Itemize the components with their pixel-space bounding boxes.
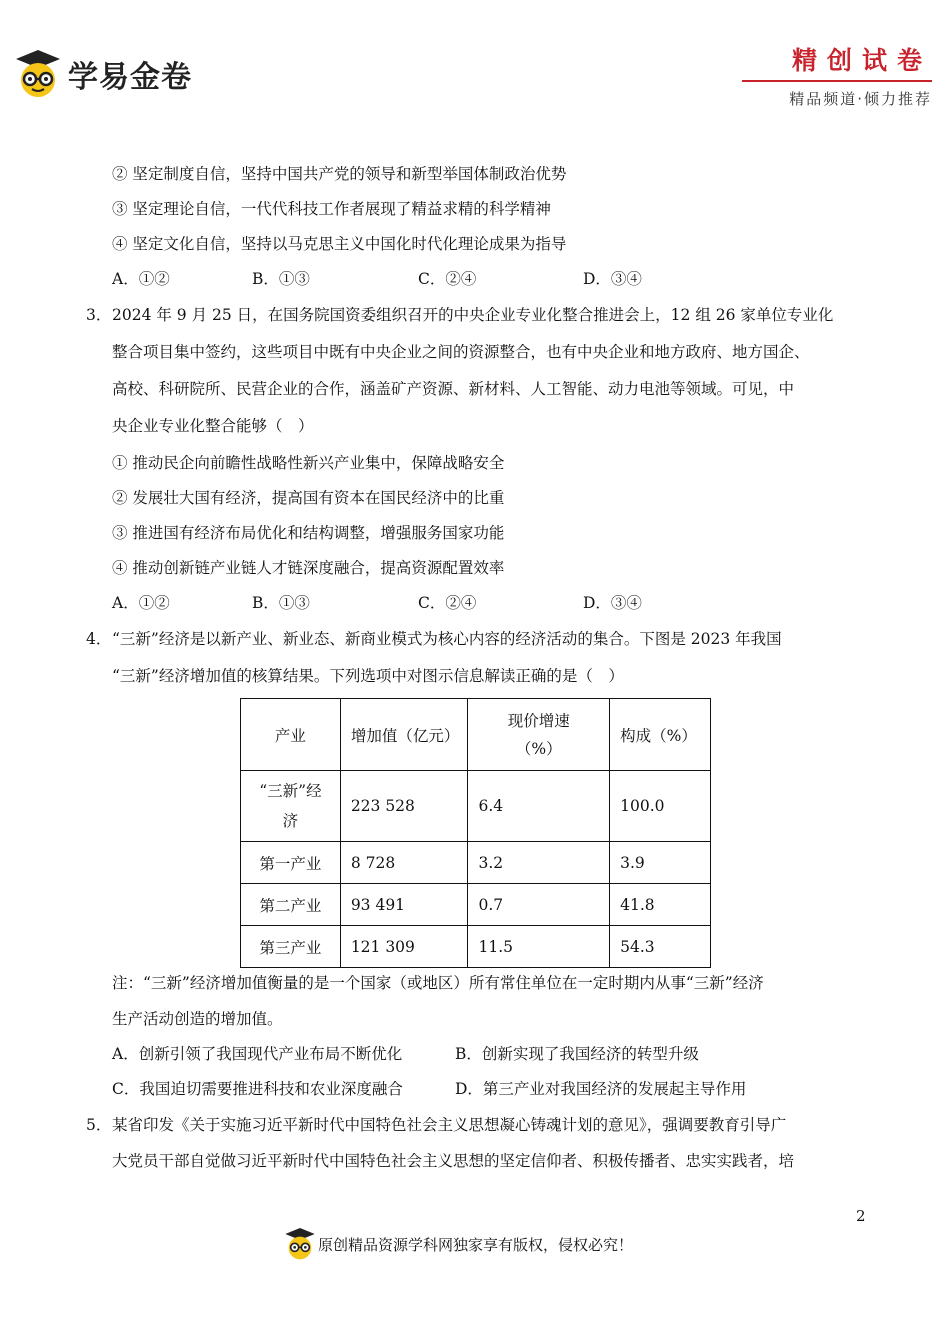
q2-option-d[interactable]: D．③④ xyxy=(583,270,642,288)
table-header-growth-unit: （%） xyxy=(515,739,562,758)
q2-item-3: ③ 坚定理论自信，一代代科技工作者展现了精益求精的科学精神 xyxy=(112,200,551,218)
table-cell-label: 第三产业 xyxy=(241,926,341,968)
table-header-cell: 构成（%） xyxy=(610,699,711,771)
q2-option-c[interactable]: C．②④ xyxy=(418,270,477,288)
table-header-cell: 产业 xyxy=(241,699,341,771)
q3-item-3: ③ 推进国有经济布局优化和结构调整，增强服务国家功能 xyxy=(112,524,505,542)
q4-option-b[interactable]: B．创新实现了我国经济的转型升级 xyxy=(455,1045,699,1063)
table-row xyxy=(241,884,711,926)
q3-option-c[interactable]: C．②④ xyxy=(418,594,477,612)
q3-number: 3． xyxy=(86,306,112,324)
table-cell-value: 8 728 xyxy=(340,842,468,884)
table-cell-value: 121 309 xyxy=(340,926,468,968)
table-cell-growth: 11.5 xyxy=(468,926,610,968)
table-cell-share: 41.8 xyxy=(610,884,711,926)
q5-number: 5． xyxy=(86,1116,112,1134)
q5-stem-line: 大党员干部自觉做习近平新时代中国特色社会主义思想的坚定信仰者、积极传播者、忠实实践者，培 xyxy=(112,1152,795,1170)
page-number: 2 xyxy=(856,1207,866,1225)
brand-block xyxy=(742,44,932,109)
q3-stem-line: 2024 年 9 月 25 日，在国务院国资委组织召开的中央企业专业化整合推进会上，12 组 26 家单位专业化 xyxy=(112,306,834,324)
brand-subtitle: 精品频道·倾力推荐 xyxy=(789,90,932,108)
q4-option-c[interactable]: C．我国迫切需要推进科技和农业深度融合 xyxy=(112,1080,403,1098)
logo xyxy=(14,48,192,100)
table-header-cell: 增加值（亿元） xyxy=(340,699,468,771)
table-row xyxy=(241,842,711,884)
q3-stem-line: 央企业专业化整合能够（ ） xyxy=(112,417,314,435)
table-cell-label xyxy=(241,771,341,842)
table-row xyxy=(241,771,711,842)
q2-option-a[interactable]: A．①② xyxy=(112,270,170,288)
q2-item-4: ④ 坚定文化自信，坚持以马克思主义中国化时代化理论成果为指导 xyxy=(112,235,567,253)
table-row xyxy=(241,926,711,968)
logo-mascot-icon xyxy=(14,48,62,100)
logo-text: 学易金卷 xyxy=(68,60,192,95)
footer-mascot-icon xyxy=(284,1226,316,1262)
table-cell-growth: 3.2 xyxy=(468,842,610,884)
q4-option-d[interactable]: D．第三产业对我国经济的发展起主导作用 xyxy=(455,1080,747,1098)
q3-stem-line: 高校、科研院所、民营企业的合作，涵盖矿产资源、新材料、人工智能、动力电池等领域。可见，中 xyxy=(112,380,795,398)
footer-copyright: 原创精品资源学科网独家享有版权，侵权必究！ xyxy=(318,1235,634,1254)
q4-note-line: 注：“三新”经济增加值衡量的是一个国家（或地区）所有常住单位在一定时期内从事“三新”经济 xyxy=(112,974,764,992)
q4-option-a[interactable]: A．创新引领了我国现代产业布局不断优化 xyxy=(112,1045,403,1063)
q4-number: 4． xyxy=(86,630,112,648)
table-cell-growth: 0.7 xyxy=(468,884,610,926)
table-header-cell xyxy=(468,699,610,771)
table-cell-share: 3.9 xyxy=(610,842,711,884)
q2-option-b[interactable]: B．①③ xyxy=(252,270,310,288)
table-cell-label-part: 济 xyxy=(282,812,299,830)
page-footer xyxy=(284,1226,633,1262)
table-cell-value: 93 491 xyxy=(340,884,468,926)
table-cell-label: 第一产业 xyxy=(241,842,341,884)
table-cell-value: 223 528 xyxy=(340,771,468,842)
q3-option-a[interactable]: A．①② xyxy=(112,594,170,612)
q3-item-4: ④ 推动创新链产业链人才链深度融合，提高资源配置效率 xyxy=(112,559,505,577)
table-cell-share: 54.3 xyxy=(610,926,711,968)
brand-title: 精创试卷 xyxy=(791,46,932,75)
q3-stem-line: 整合项目集中签约，这些项目中既有中央企业之间的资源整合，也有中央企业和地方政府、地方国企、 xyxy=(112,343,810,361)
q4-note-line: 生产活动创造的增加值。 xyxy=(112,1010,283,1028)
q3-item-2: ② 发展壮大国有经济，提高国有资本在国民经济中的比重 xyxy=(112,489,505,507)
table-header-growth: 现价增速 xyxy=(507,711,570,730)
page-header xyxy=(0,0,950,110)
q3-option-b[interactable]: B．①③ xyxy=(252,594,310,612)
table-cell-share: 100.0 xyxy=(610,771,711,842)
brand-divider xyxy=(742,80,932,82)
q4-data-table xyxy=(240,698,711,968)
q2-item-2: ② 坚定制度自信，坚持中国共产党的领导和新型举国体制政治优势 xyxy=(112,165,567,183)
table-cell-label-part: “三新”经 xyxy=(259,782,322,800)
q4-stem-line: “三新”经济增加值的核算结果。下列选项中对图示信息解读正确的是（ ） xyxy=(112,667,624,685)
q3-option-d[interactable]: D．③④ xyxy=(583,594,642,612)
q3-item-1: ① 推动民企向前瞻性战略性新兴产业集中，保障战略安全 xyxy=(112,454,505,472)
q4-stem-line: “三新”经济是以新产业、新业态、新商业模式为核心内容的经济活动的集合。下图是 2023 年我国 xyxy=(112,630,782,648)
table-header-row xyxy=(241,699,711,771)
table-cell-growth: 6.4 xyxy=(468,771,610,842)
table-cell-label: 第二产业 xyxy=(241,884,341,926)
q5-stem-line: 某省印发《关于实施习近平新时代中国特色社会主义思想凝心铸魂计划的意见》，强调要教育引导广 xyxy=(112,1116,787,1134)
